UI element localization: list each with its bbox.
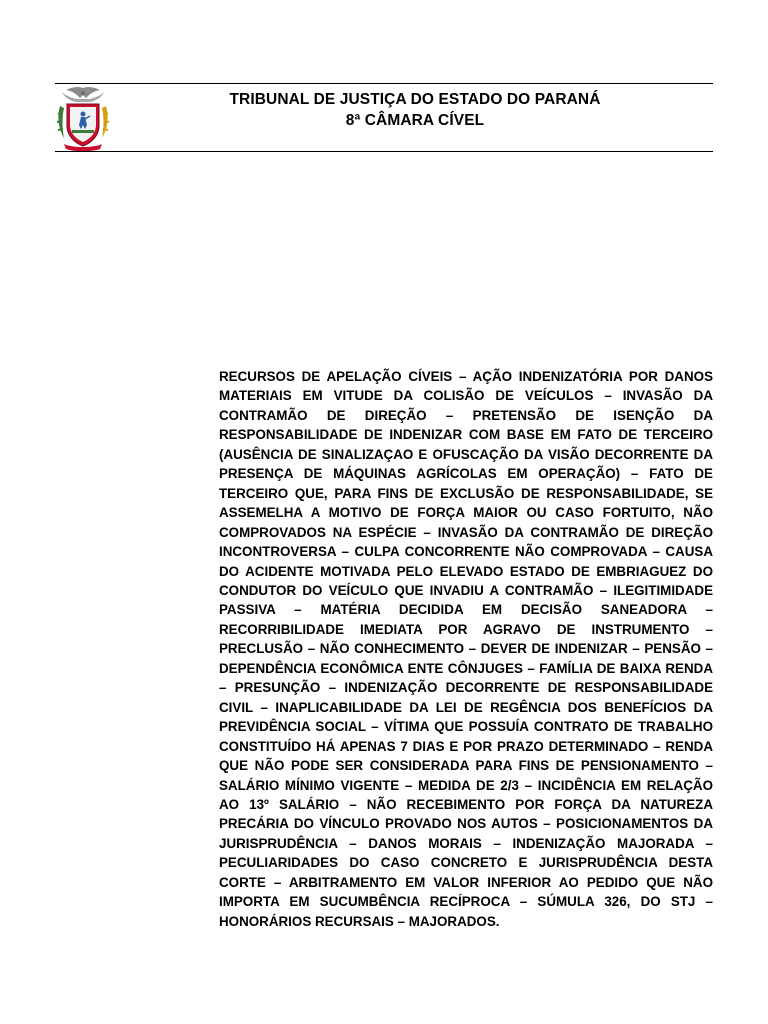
court-name: TRIBUNAL DE JUSTIÇA DO ESTADO DO PARANÁ — [229, 91, 601, 108]
chamber-name: 8ª CÂMARA CÍVEL — [345, 112, 485, 129]
parana-coat-of-arms-icon — [50, 84, 116, 152]
header-top-rule — [55, 83, 713, 84]
header-bottom-rule — [55, 151, 713, 152]
ementa-summary: RECURSOS DE APELAÇÃO CÍVEIS – AÇÃO INDENIZATÓRIA POR DANOS MATERIAIS EM VITUDE DA COLISÃO DE VEÍCULOS – INVASÃO DA CONTRAMÃO DE DIREÇÃO – PRETENSÃO DE ISENÇÃO DA RESPONSABILIDADE DE INDENIZAR COM BASE EM FATO DE TERCEIRO (AUSÊNCIA DE SINALIZAÇAO E OFUSCAÇÃO DA VISÃO DECORRENTE DA PRESENÇA DE MÁQUINAS AGRÍCOLAS EM OPERAÇÃO) – FATO DE TERCEIRO QUE, PARA FINS DE EXCLUSÃO DE RESPONSABILIDADE, SE ASSEMELHA A MOTIVO DE FORÇA MAIOR OU CASO FORTUITO, NÃO COMPROVADOS NA ESPÉCIE – INVASÃO DA CONTRAMÃO DE DIREÇÃO INCONTROVERSA – CULPA CONCORRENTE NÃO COMPROVADA – CAUSA DO ACIDENTE MOTIVADA PELO ELEVADO ESTADO DE EMBRIAGUEZ DO CONDUTOR DO VEÍCULO QUE INVADIU A CONTRAMÃO – ILEGITIMIDADE PASSIVA – MATÉRIA DECIDIDA EM DECISÃO SANEADORA – RECORRIBILIDADE IMEDIATA POR AGRAVO DE INSTRUMENTO – PRECLUSÃO – NÃO CONHECIMENTO – DEVER DE INDENIZAR – PENSÃO – DEPENDÊNCIA ECONÔMICA ENTE CÔNJUGES – FAMÍLIA DE BAIXA RENDA – PRESUNÇÃO – INDENIZAÇÃO DECORRENTE DE RESPONSABILIDADE CIVIL – INAPLICABILIDADE DA LEI DE REGÊNCIA DOS BENEFÍCIOS DA PREVIDÊNCIA SOCIAL – VÍTIMA QUE POSSUÍA CONTRATO DE TRABALHO CONSTITUÍDO HÁ APENAS 7 DIAS E POR PRAZO DETERMINADO – RENDA QUE NÃO PODE SER CONSIDERADA PARA FINS DE PENSIONAMENTO –SALÁRIO MÍNIMO VIGENTE – MEDIDA DE 2/3 – INCIDÊNCIA EM RELAÇÃO AO 13º SALÁRIO – NÃO RECEBIMENTO POR FORÇA DA NATUREZA PRECÁRIA DO VÍNCULO PROVADO NOS AUTOS – POSICIONAMENTOS DA JURISPRUDÊNCIA – DANOS MORAIS – INDENIZAÇÃO MAJORADA – PECULIARIDADES DO CASO CONCRETO E JURISPRUDÊNCIA DESTA CORTE – ARBITRAMENTO EM VALOR INFERIOR AO PEDIDO QUE NÃO IMPORTA EM SUCUMBÊNCIA RECÍPROCA – SÚMULA 326, DO STJ – HONORÁRIOS RECURSAIS – MAJORADOS. — [219, 369, 713, 929]
